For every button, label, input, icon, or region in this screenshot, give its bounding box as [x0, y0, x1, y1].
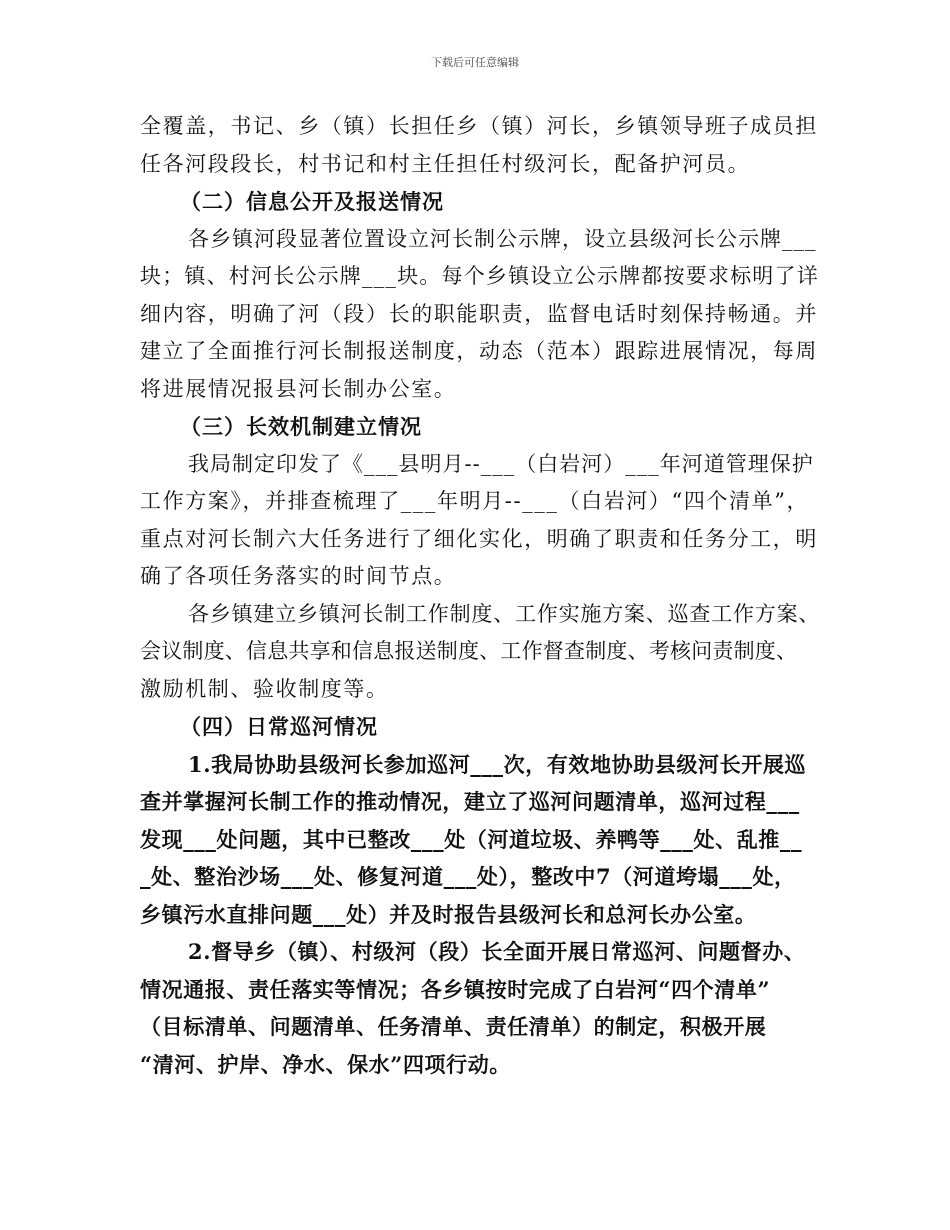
paragraph-line: 建立了全面推行河长制报送制度，动态（范本）跟踪进展情况，每周 [140, 339, 818, 363]
paragraph-line: 任各河段段长，村书记和村主任担任村级河长，配备护河员。 [140, 151, 751, 176]
paragraph-line: 将进展情况报县河长制办公室。 [140, 376, 457, 401]
paragraph-line: 各乡镇河段显著位置设立河长制公示牌，设立县级河长公示牌___ [188, 226, 817, 251]
paragraph-line: 情况通报、责任落实等情况；各乡镇按时完成了白岩河“四个清单” [140, 976, 771, 1002]
paragraph-line: “清河、护岸、净水、保水”四项行动。 [140, 1051, 511, 1077]
paragraph-line: 乡镇污水直排问题___处）并及时报告县级河长和总河长办公室。 [140, 901, 757, 927]
paragraph-line: 1.我局协助县级河长参加巡河___次，有效地协助县级河长开展巡 [188, 751, 807, 777]
section-heading: （二）信息公开及报送情况 [180, 189, 444, 214]
paragraph-line: _处、整治沙场___处、修复河道___处），整改中7（河道垮塌___处， [140, 864, 796, 889]
paragraph-line: 工作方案》，并排查梳理了___年明月--___（白岩河）“四个清单”， [140, 489, 810, 513]
body-text [140, 108, 820, 1083]
paragraph-line: 发现___处问题，其中已整改___处（河道垃圾、养鸭等___处、乱推__ [140, 826, 803, 852]
paragraph-line: 块；镇、村河长公示牌___块。每个乡镇设立公示牌都按要求标明了详 [140, 264, 819, 288]
header-note: 下载后可任意编辑 [431, 56, 519, 69]
section-heading: （四）日常巡河情况 [180, 714, 378, 739]
paragraph-line: 2.督导乡（镇）、村级河（段）长全面开展日常巡河、问题督办、 [188, 939, 806, 964]
paragraph-line: （目标清单、问题清单、任务清单、责任清单）的制定，积极开展 [140, 1014, 767, 1039]
paragraph-line: 确了各项任务落实的时间节点。 [140, 564, 457, 588]
paragraph-line: 重点对河长制六大任务进行了细化实化，明确了职责和任务分工，明 [140, 526, 818, 551]
paragraph-line: 激励机制、验收制度等。 [140, 676, 389, 701]
paragraph-line: 全覆盖，书记、乡（镇）长担任乡（镇）河长，乡镇领导班子成员担 [140, 114, 818, 138]
paragraph-line: 各乡镇建立乡镇河长制工作制度、工作实施方案、巡查工作方案、 [188, 601, 821, 626]
paragraph-line: 会议制度、信息共享和信息报送制度、工作督查制度、考核问责制度、 [140, 639, 798, 663]
paragraph-line: 我局制定印发了《___县明月--___（白岩河）___年河道管理保护 [188, 451, 814, 476]
paragraph-line: 细内容，明确了河（段）长的职能职责，监督电话时刻保持畅通。并 [140, 301, 818, 326]
section-heading: （三）长效机制建立情况 [180, 414, 422, 439]
paragraph-line: 查并掌握河长制工作的推动情况，建立了巡河问题清单，巡河过程___ [140, 789, 800, 814]
